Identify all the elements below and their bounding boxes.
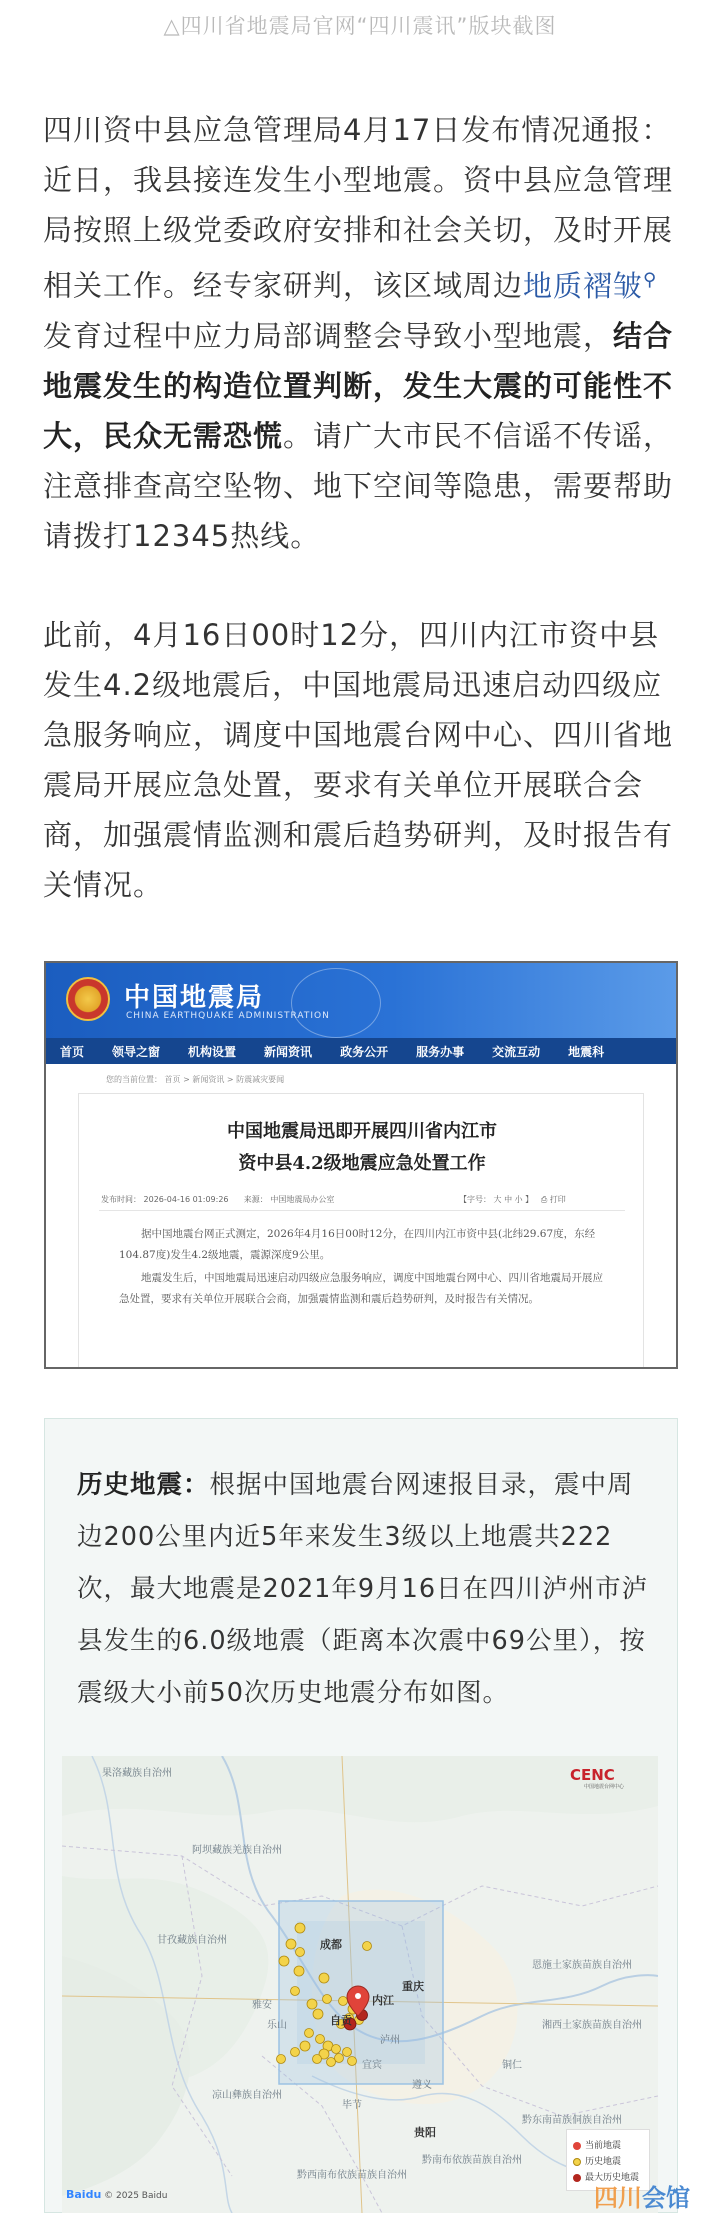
geology-link[interactable] bbox=[523, 269, 657, 303]
national-emblem-icon bbox=[66, 977, 110, 1021]
map-region-label: 宜宾 bbox=[362, 2060, 382, 2071]
cea-site-subtitle: CHINA EARTHQUAKE ADMINISTRATION bbox=[126, 1011, 330, 1021]
map-region-label: 毕节 bbox=[342, 2100, 362, 2111]
history-label: 历史地震： bbox=[77, 1470, 210, 1500]
cea-source: 来源： 中国地震局办公室 bbox=[243, 1195, 335, 1204]
legend-label: 最大历史地震 bbox=[585, 2173, 640, 2183]
cea-header bbox=[46, 963, 676, 1038]
cea-site-title: 中国地震局 bbox=[124, 983, 265, 1013]
paragraph-notice bbox=[43, 105, 683, 561]
legend-history bbox=[573, 2154, 621, 2167]
cea-article-body bbox=[119, 1224, 609, 1312]
copyright-text: © 2025 Baidu bbox=[104, 2191, 168, 2201]
cea-article-tools bbox=[459, 1194, 566, 1205]
map-city-label: 成都 bbox=[320, 1938, 342, 1951]
map-region-label: 遵义 bbox=[412, 2080, 432, 2091]
cea-article-headline bbox=[79, 1116, 645, 1180]
cea-website-screenshot bbox=[44, 961, 678, 1369]
map-copyright bbox=[66, 2188, 167, 2201]
map-city-label: 贵阳 bbox=[414, 2126, 436, 2139]
cenc-logo-text: CENC bbox=[570, 1766, 615, 1784]
legend-label: 历史地震 bbox=[585, 2157, 622, 2167]
map-city-label: 自贡 bbox=[330, 2014, 352, 2027]
map-city-label: 内江 bbox=[372, 1994, 394, 2007]
print-icon: ⎙ bbox=[540, 1195, 548, 1204]
search-icon: ⚲ bbox=[643, 269, 658, 290]
cea-print-link[interactable]: 打印 bbox=[549, 1195, 566, 1204]
cea-headline-line1: 中国地震局迅即开展四川省内江市 bbox=[227, 1121, 497, 1142]
history-body: 根据中国地震台网速报目录，震中周边200公里内近5年来发生3级以上地震共222次，最大地震是2021年9月16日在四川泸州市泸县发生的6.0级地震（距离本次震中69公里），按震级大小前50次历史地震分布如图。 bbox=[77, 1470, 649, 1708]
cea-body-paragraph: 据中国地震台网正式测定，2026年4月16日00时12分，在四川内江市资中县(北纬29.67度，东经104.87度)发生4.2级地震，震源深度9公里。 bbox=[119, 1228, 596, 1261]
cea-nav-bar bbox=[46, 1038, 676, 1064]
cea-nav-item[interactable]: 地震科 bbox=[568, 1045, 605, 1059]
circle-icon bbox=[573, 2158, 581, 2166]
cea-publish-date: 发布时间： 2026-04-16 01:09:26 bbox=[101, 1195, 229, 1204]
cea-article-card bbox=[78, 1093, 644, 1369]
map-region-label: 雅安 bbox=[252, 2000, 272, 2011]
notice-text-c: 。请广大市民不信谣不传谣，注意排查高空坠物、地下空间等隐患，需要帮助请拨打12345热线。 bbox=[43, 418, 674, 553]
notice-text-b: 发育过程中应力局部调整会导致小型地震， bbox=[43, 318, 614, 353]
map-region-label: 湘西土家族苗族自治州 bbox=[542, 2020, 642, 2031]
cea-nav-item[interactable]: 首页 bbox=[60, 1045, 85, 1059]
legend-current bbox=[573, 2138, 621, 2151]
map-region-label: 泸州 bbox=[380, 2035, 400, 2046]
cea-font-size-control[interactable]: 【字号： 大 中 小 】 bbox=[459, 1195, 534, 1204]
map-region-label: 黔南布依族苗族自治州 bbox=[422, 2155, 522, 2166]
legend-label: 当前地震 bbox=[585, 2141, 622, 2151]
cea-nav-item[interactable]: 机构设置 bbox=[188, 1045, 237, 1059]
cenc-logo bbox=[570, 1762, 654, 1790]
cea-breadcrumb: 您的当前位置： 首页 > 新闻资讯 > 防震减灾要闻 bbox=[106, 1075, 285, 1084]
cea-nav-item[interactable]: 交流互动 bbox=[492, 1045, 541, 1059]
map-region-label: 果洛藏族自治州 bbox=[102, 1768, 172, 1779]
cea-headline-line2: 资中县4.2级地震应急处置工作 bbox=[238, 1153, 486, 1174]
image-caption: △四川省地震局官网“四川震讯”版块截图 bbox=[163, 14, 557, 38]
paragraph-response: 此前，4月16日00时12分，四川内江市资中县发生4.2级地震后，中国地震局迅速启动四级应急服务响应，调度中国地震台网中心、四川省地震局开展应急处置，要求有关单位开展联合会商，加强震情监测和震后趋势研判，及时报告有关情况。 bbox=[43, 618, 674, 902]
map-region-label: 铜仁 bbox=[502, 2060, 522, 2071]
map-region-label: 凉山彝族自治州 bbox=[212, 2090, 282, 2101]
globe-decoration-icon bbox=[291, 968, 381, 1038]
earthquake-distribution-map bbox=[62, 1756, 658, 2213]
baidu-logo: Baidu bbox=[66, 2188, 102, 2201]
watermark-logo bbox=[594, 2178, 690, 2213]
map-region-label: 黔东南苗族侗族自治州 bbox=[522, 2115, 622, 2126]
cenc-logo-subtext: 中国地震台网中心 bbox=[584, 1784, 625, 1790]
map-region-label: 恩施土家族苗族自治州 bbox=[532, 1960, 632, 1971]
cea-divider bbox=[99, 1210, 625, 1211]
cea-article-meta bbox=[101, 1194, 334, 1205]
circle-icon bbox=[573, 2174, 581, 2182]
notice-bold-text: 结合地震发生的构造位置判断，发生大震的可能性不大，民众无需恐慌 bbox=[43, 318, 674, 453]
pin-icon bbox=[573, 2142, 581, 2150]
notice-text-a: 四川资中县应急管理局4月17日发布情况通报：近日，我县接连发生小型地震。资中县应急管理局按照上级党委政府安排和社会关切，及时开展相关工作。经专家研判，该区域周边 bbox=[43, 113, 674, 303]
cea-nav-item[interactable]: 服务办事 bbox=[416, 1045, 465, 1059]
watermark-part-b: 会馆 bbox=[642, 2184, 690, 2212]
history-text bbox=[77, 1459, 652, 1719]
map-region-label: 阿坝藏族羌族自治州 bbox=[192, 1845, 282, 1856]
geology-link-label: 地质褶皱 bbox=[523, 268, 644, 303]
map-region-label: 黔西南布依族苗族自治州 bbox=[297, 2170, 407, 2181]
watermark-part-a: 四川 bbox=[594, 2184, 642, 2212]
map-region-label: 甘孜藏族自治州 bbox=[157, 1935, 227, 1946]
cea-nav-item[interactable]: 新闻资讯 bbox=[264, 1045, 313, 1059]
cea-body-paragraph: 地震发生后，中国地震局迅速启动四级应急服务响应，调度中国地震台网中心、四川省地震局开展应急处置，要求有关单位开展联合会商，加强震情监测和震后趋势研判，及时报告有关情况。 bbox=[119, 1272, 603, 1305]
cea-nav-item[interactable]: 领导之窗 bbox=[112, 1045, 161, 1059]
map-region-label: 乐山 bbox=[267, 2020, 287, 2031]
map-city-label: 重庆 bbox=[402, 1980, 424, 1993]
cea-nav-item[interactable]: 政务公开 bbox=[340, 1045, 389, 1059]
